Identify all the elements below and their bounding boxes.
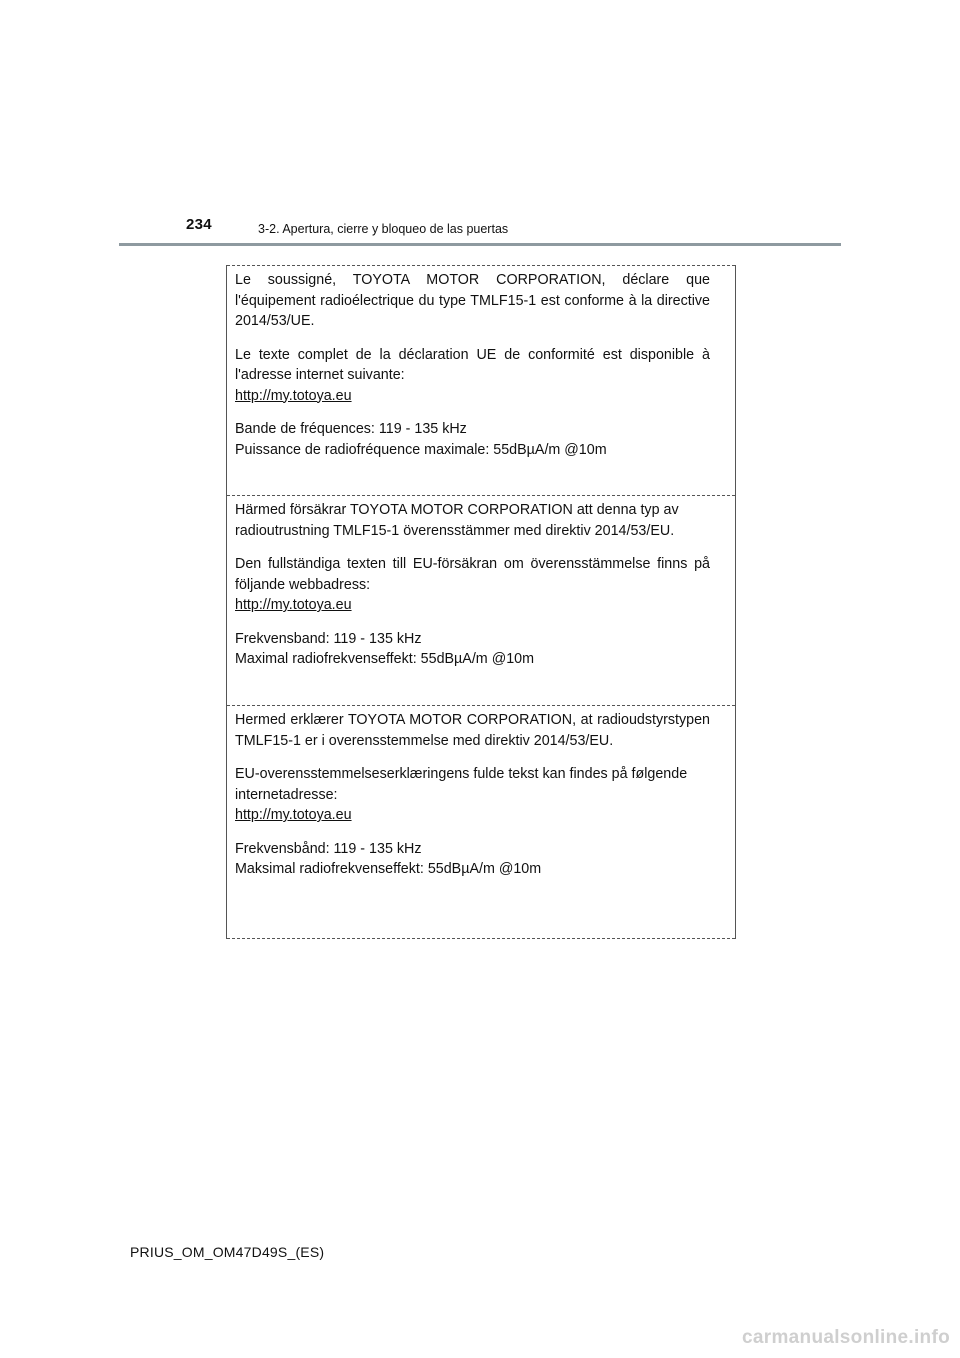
section-title: 3-2. Apertura, cierre y bloqueo de las puertas: [258, 222, 509, 236]
header-rule: [119, 243, 841, 246]
availability-paragraph: EU-overensstemmelseserklæringens fulde tekst kan findes på følgende internetadresse:: [235, 766, 688, 803]
max-power: Puissance de radiofréquence maximale: 55dBµA/m @10m: [235, 441, 607, 458]
declaration-link[interactable]: http://my.totoya.eu: [235, 387, 352, 404]
declaration-block-swedish: [227, 495, 735, 705]
declaration-paragraph: Le soussigné, TOYOTA MOTOR CORPORATION, déclare que l'équipement radioélectrique du type TMLF15-1 est conforme à la directive 2014/53/UE.: [235, 272, 710, 329]
document-code: PRIUS_OM_OM47D49S_(ES): [130, 1244, 325, 1260]
declaration-paragraph: Härmed försäkrar TOYOTA MOTOR CORPORATION att denna typ av radioutrustning TMLF15-1 överensstämmer med direktiv 2014/53/EU.: [235, 502, 679, 539]
declaration-table: [226, 265, 736, 939]
max-power: Maximal radiofrekvenseffekt: 55dBµA/m @10m: [235, 651, 535, 667]
availability-paragraph: Den fullständiga texten till EU-försäkran om överensstämmelse finns på följande webbadress:: [235, 556, 710, 593]
max-power: Maksimal radiofrekvenseffekt: 55dBµA/m @10m: [235, 861, 542, 877]
frequency-band: Bande de fréquences: 119 - 135 kHz: [235, 421, 467, 437]
frequency-band: Frekvensbånd: 119 - 135 kHz: [235, 840, 422, 857]
declaration-link[interactable]: http://my.totoya.eu: [235, 807, 352, 823]
declaration-block-danish: [227, 705, 735, 939]
declaration-block-french: [227, 265, 735, 495]
frequency-band: Frekvensband: 119 - 135 kHz: [235, 630, 422, 647]
availability-paragraph: Le texte complet de la déclaration UE de conformité est disponible à l'adresse internet suivante:: [235, 346, 710, 383]
page-number: 234: [186, 216, 212, 233]
watermark: carmanualsonline.info: [742, 1327, 950, 1348]
declaration-link[interactable]: http://my.totoya.eu: [235, 597, 352, 613]
declaration-paragraph: Hermed erklærer TOYOTA MOTOR CORPORATION, at radioudstyrstypen TMLF15-1 er i overensstemmelse med direktiv 2014/53/EU.: [235, 712, 710, 749]
